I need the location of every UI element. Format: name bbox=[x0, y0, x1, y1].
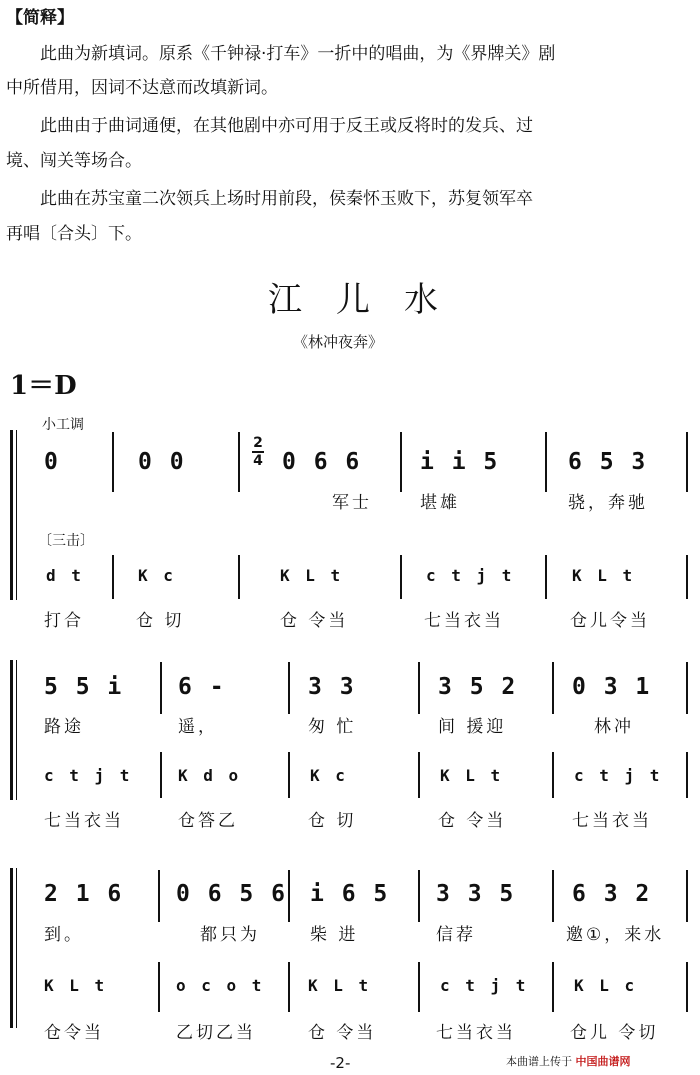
barline bbox=[686, 870, 688, 922]
barline bbox=[288, 870, 290, 922]
barline bbox=[552, 962, 554, 1012]
lyric: 骁，奔驰 bbox=[568, 493, 648, 513]
percussion-syllables: 七当衣当 bbox=[424, 611, 504, 631]
barline bbox=[686, 555, 688, 599]
song-title: 江儿水 bbox=[268, 280, 472, 320]
barline bbox=[160, 752, 162, 798]
barline bbox=[288, 962, 290, 1012]
barline bbox=[158, 962, 160, 1012]
barline bbox=[686, 962, 688, 1012]
upload-note bbox=[506, 1053, 631, 1069]
lyric: 路途 bbox=[44, 717, 84, 737]
lyric: 都只为 bbox=[200, 925, 260, 945]
barline bbox=[158, 870, 160, 922]
barline bbox=[418, 752, 420, 798]
percussion-syllables: 仓 令当 bbox=[308, 1023, 377, 1043]
percussion-syllables: 仓 切 bbox=[308, 811, 357, 831]
key-signature: 1＝D bbox=[10, 371, 77, 401]
barline bbox=[288, 752, 290, 798]
lyric: 到。 bbox=[44, 925, 84, 945]
barline bbox=[418, 962, 420, 1012]
melody-measure: 2 1 6 bbox=[44, 881, 124, 907]
percussion-syllables: 仓令当 bbox=[44, 1023, 104, 1043]
percussion-measure: K L t bbox=[308, 976, 372, 995]
upload-text: 本曲谱上传于 bbox=[506, 1055, 572, 1068]
system-2-brace-inner bbox=[16, 660, 17, 800]
notes-heading: 【简释】 bbox=[6, 8, 74, 28]
lyric: 林冲 bbox=[594, 717, 634, 737]
time-signature-bottom: 4 bbox=[253, 453, 263, 469]
percussion-measure: c t j t bbox=[44, 766, 133, 785]
percussion-measure: c t j t bbox=[574, 766, 663, 785]
barline bbox=[160, 662, 162, 714]
site-logo: 中国曲谱网 bbox=[575, 1055, 631, 1068]
percussion-measure: c t j t bbox=[426, 566, 515, 585]
percussion-measure: K L t bbox=[280, 566, 344, 585]
percussion-syllables: 七当衣当 bbox=[436, 1023, 516, 1043]
barline bbox=[112, 555, 114, 599]
percussion-measure: K c bbox=[138, 566, 176, 585]
system-1-brace-inner bbox=[16, 430, 17, 600]
lyric: 军士 bbox=[332, 493, 372, 513]
percussion-syllables: 仓 切 bbox=[136, 611, 185, 631]
melody-measure: 3 5 2 bbox=[438, 674, 518, 700]
percussion-measure: d t bbox=[46, 566, 84, 585]
percussion-syllables: 乙切乙当 bbox=[176, 1023, 256, 1043]
lyric: 堪雄 bbox=[420, 493, 460, 513]
melody-measure: 3 3 5 bbox=[436, 881, 516, 907]
barline bbox=[418, 870, 420, 922]
system-3-brace-inner bbox=[16, 868, 17, 1028]
melody-measure: i 6 5 bbox=[310, 881, 390, 907]
system-3-brace bbox=[10, 868, 13, 1028]
percussion-measure: c t j t bbox=[440, 976, 529, 995]
barline bbox=[545, 555, 547, 599]
barline bbox=[238, 432, 240, 492]
lyric: 遥， bbox=[178, 717, 218, 737]
percussion-measure: K L c bbox=[574, 976, 638, 995]
melody-measure: 0 6 6 bbox=[282, 449, 362, 475]
lyric: 信荐 bbox=[436, 925, 476, 945]
notes-paragraph-3: 此曲在苏宝童二次领兵上场时用前段，侯秦怀玉败下，苏复领军卒 bbox=[40, 189, 533, 209]
barline bbox=[686, 662, 688, 714]
percussion-syllables: 仓 令当 bbox=[280, 611, 349, 631]
melody-measure: 6 - bbox=[178, 674, 226, 700]
melody-measure: 6 5 3 bbox=[568, 449, 648, 475]
notes-paragraph-3-cont: 再唱〔合头〕下。 bbox=[6, 224, 142, 244]
page-number: -2- bbox=[330, 1054, 351, 1072]
barline bbox=[418, 662, 420, 714]
system-1-brace bbox=[10, 430, 13, 600]
melody-measure: i i 5 bbox=[420, 449, 500, 475]
mode-label: 小工调 bbox=[42, 417, 84, 433]
melody-measure: 0 bbox=[44, 449, 60, 475]
percussion-measure: K d o bbox=[178, 766, 242, 785]
time-signature-top: 2 bbox=[253, 435, 263, 451]
barline bbox=[112, 432, 114, 492]
melody-measure: 0 3 1 bbox=[572, 674, 652, 700]
melody-measure: 5 5 i bbox=[44, 674, 124, 700]
barline bbox=[545, 432, 547, 492]
notes-paragraph-2-cont: 境、闯关等场合。 bbox=[6, 151, 142, 171]
melody-measure: 6 3 2 bbox=[572, 881, 652, 907]
melody-measure: 0 6 5 6 bbox=[176, 881, 287, 907]
system-2-brace bbox=[10, 660, 13, 800]
percussion-syllables: 打合 bbox=[44, 611, 84, 631]
melody-measure: 0 0 bbox=[138, 449, 186, 475]
lyric: 匆 忙 bbox=[308, 717, 357, 737]
melody-measure: 3 3 bbox=[308, 674, 356, 700]
barline bbox=[288, 662, 290, 714]
percussion-measure: o c o t bbox=[176, 976, 265, 995]
lyric: 间 援迎 bbox=[438, 717, 507, 737]
barline bbox=[552, 662, 554, 714]
notes-paragraph-1-cont: 中所借用，因词不达意而改填新词。 bbox=[6, 78, 278, 98]
barline bbox=[238, 555, 240, 599]
percussion-syllables: 仓儿令当 bbox=[570, 611, 650, 631]
barline bbox=[552, 752, 554, 798]
percussion-syllables: 七当衣当 bbox=[44, 811, 124, 831]
barline bbox=[686, 432, 688, 492]
percussion-measure: K L t bbox=[572, 566, 636, 585]
notes-paragraph-1: 此曲为新填词。原系《千钟禄·打车》一折中的唱曲，为《界牌关》剧 bbox=[40, 44, 556, 64]
percussion-measure: K L t bbox=[440, 766, 504, 785]
percussion-measure: K c bbox=[310, 766, 348, 785]
barline bbox=[400, 555, 402, 599]
percussion-syllables: 七当衣当 bbox=[572, 811, 652, 831]
lyric: 邀①，来水 bbox=[566, 925, 665, 945]
time-signature bbox=[252, 436, 264, 468]
barline bbox=[552, 870, 554, 922]
notes-paragraph-2: 此曲由于曲词通便，在其他剧中亦可用于反王或反将时的发兵、过 bbox=[40, 116, 533, 136]
barline bbox=[686, 752, 688, 798]
percussion-label: 〔三击〕 bbox=[38, 533, 94, 549]
percussion-syllables: 仓儿 令切 bbox=[570, 1023, 659, 1043]
percussion-measure: K L t bbox=[44, 976, 108, 995]
barline bbox=[400, 432, 402, 492]
lyric: 柴 进 bbox=[310, 925, 359, 945]
percussion-syllables: 仓答乙 bbox=[178, 811, 238, 831]
percussion-syllables: 仓 令当 bbox=[438, 811, 507, 831]
song-subtitle: 《林冲夜奔》 bbox=[293, 333, 384, 351]
